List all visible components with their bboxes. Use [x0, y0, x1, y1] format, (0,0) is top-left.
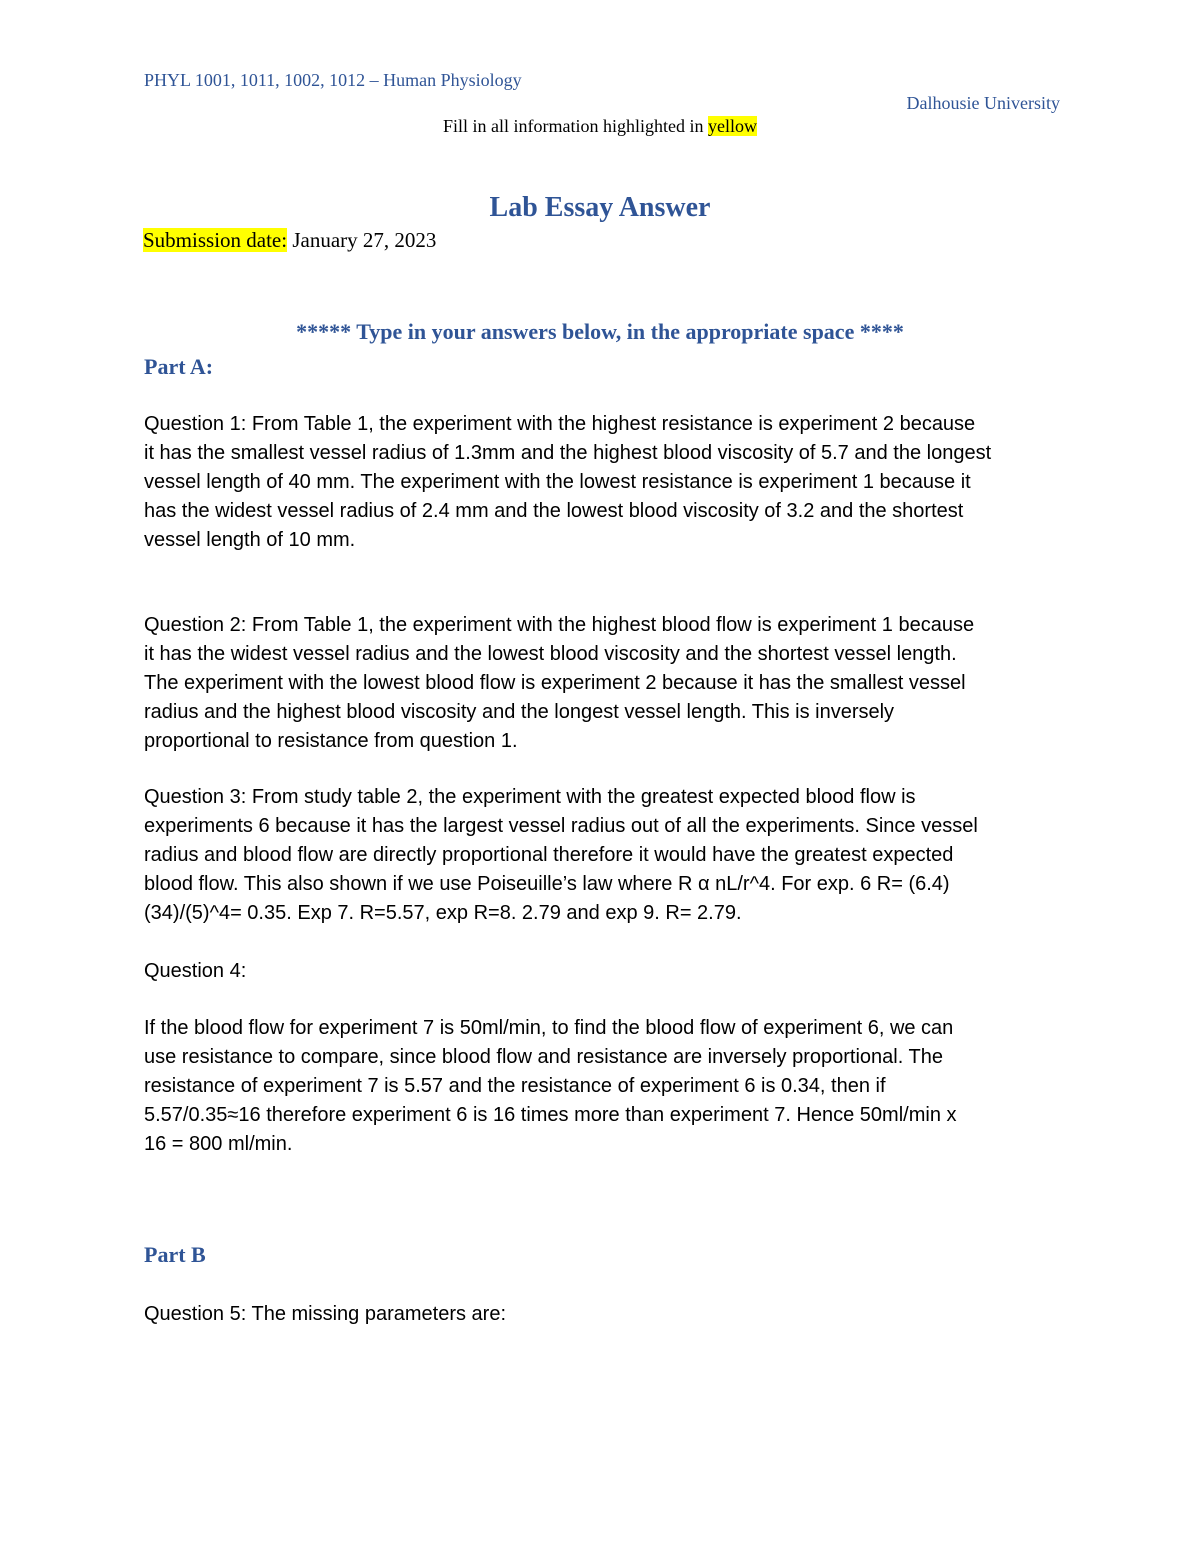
yellow-highlight-word: yellow — [707, 116, 757, 136]
q1-line: vessel length of 10 mm. — [144, 529, 356, 551]
question-4-label: Question 4: — [144, 960, 247, 982]
part-b-heading: Part B — [144, 1242, 206, 1267]
q1-line: it has the smallest vessel radius of 1.3mm and the highest blood viscosity of 5.7 and the longest — [144, 442, 992, 464]
page-title: Lab Essay Answer — [489, 192, 711, 223]
q3-line: (34)/(5)^4= 0.35. Exp 7. R=5.57, exp R=8. 2.79 and exp 9. R= 2.79. — [144, 902, 742, 924]
q1-line: vessel length of 40 mm. The experiment with the lowest resistance is experiment 1 because it — [144, 471, 971, 493]
question-1-answer — [144, 410, 1074, 555]
q3-line: radius and blood flow are directly proportional therefore it would have the greatest expected — [144, 844, 954, 866]
q3-line: experiments 6 because it has the largest vessel radius out of all the experiments. Since vessel — [144, 815, 978, 837]
q3-line: Question 3: From study table 2, the experiment with the greatest expected blood flow is — [144, 786, 916, 808]
submission-date-label: Submission date: — [143, 228, 288, 252]
question-4-answer — [144, 1014, 1074, 1159]
q4-line: use resistance to compare, since blood flow and resistance are inversely proportional. The — [144, 1046, 943, 1068]
submission-date-value: January 27, 2023 — [287, 228, 437, 252]
question-2-answer — [144, 611, 1074, 756]
q4-line: resistance of experiment 7 is 5.57 and the resistance of experiment 6 is 0.34, then if — [144, 1075, 886, 1097]
university-name: Dalhousie University — [906, 93, 1060, 113]
fill-instruction — [0, 116, 1200, 137]
q2-line: proportional to resistance from question 1. — [144, 730, 518, 752]
q4-line: If the blood flow for experiment 7 is 50ml/min, to find the blood flow of experiment 6, we can — [144, 1017, 954, 1039]
q2-line: The experiment with the lowest blood flow is experiment 2 because it has the smallest vessel — [144, 672, 966, 694]
course-header: PHYL 1001, 1011, 1002, 1012 – Human Physiology — [144, 70, 522, 90]
answer-instructions: ***** Type in your answers below, in the appropriate space **** — [296, 319, 904, 344]
fill-instruction-text: Fill in all information highlighted in — [443, 116, 708, 136]
q1-line: has the widest vessel radius of 2.4 mm and the lowest blood viscosity of 3.2 and the shortest — [144, 500, 964, 522]
q2-line: Question 2: From Table 1, the experiment with the highest blood flow is experiment 1 because — [144, 614, 975, 636]
q4-line: 5.57/0.35≈16 therefore experiment 6 is 16 times more than experiment 7. Hence 50ml/min x — [144, 1104, 957, 1126]
q2-line: it has the widest vessel radius and the lowest blood viscosity and the shortest vessel length. — [144, 643, 957, 665]
question-5-prompt: Question 5: The missing parameters are: — [144, 1303, 507, 1325]
q1-line: Question 1: From Table 1, the experiment with the highest resistance is experiment 2 because — [144, 413, 976, 435]
part-a-heading: Part A: — [144, 354, 214, 379]
q3-line: blood flow. This also shown if we use Poiseuille’s law where R α nL/r^4. For exp. 6 R= (6.4) — [144, 873, 950, 895]
submission-date — [143, 228, 436, 253]
q4-line: 16 = 800 ml/min. — [144, 1133, 293, 1155]
q2-line: radius and the highest blood viscosity and the longest vessel length. This is inversely — [144, 701, 895, 723]
question-3-answer — [144, 783, 1074, 928]
